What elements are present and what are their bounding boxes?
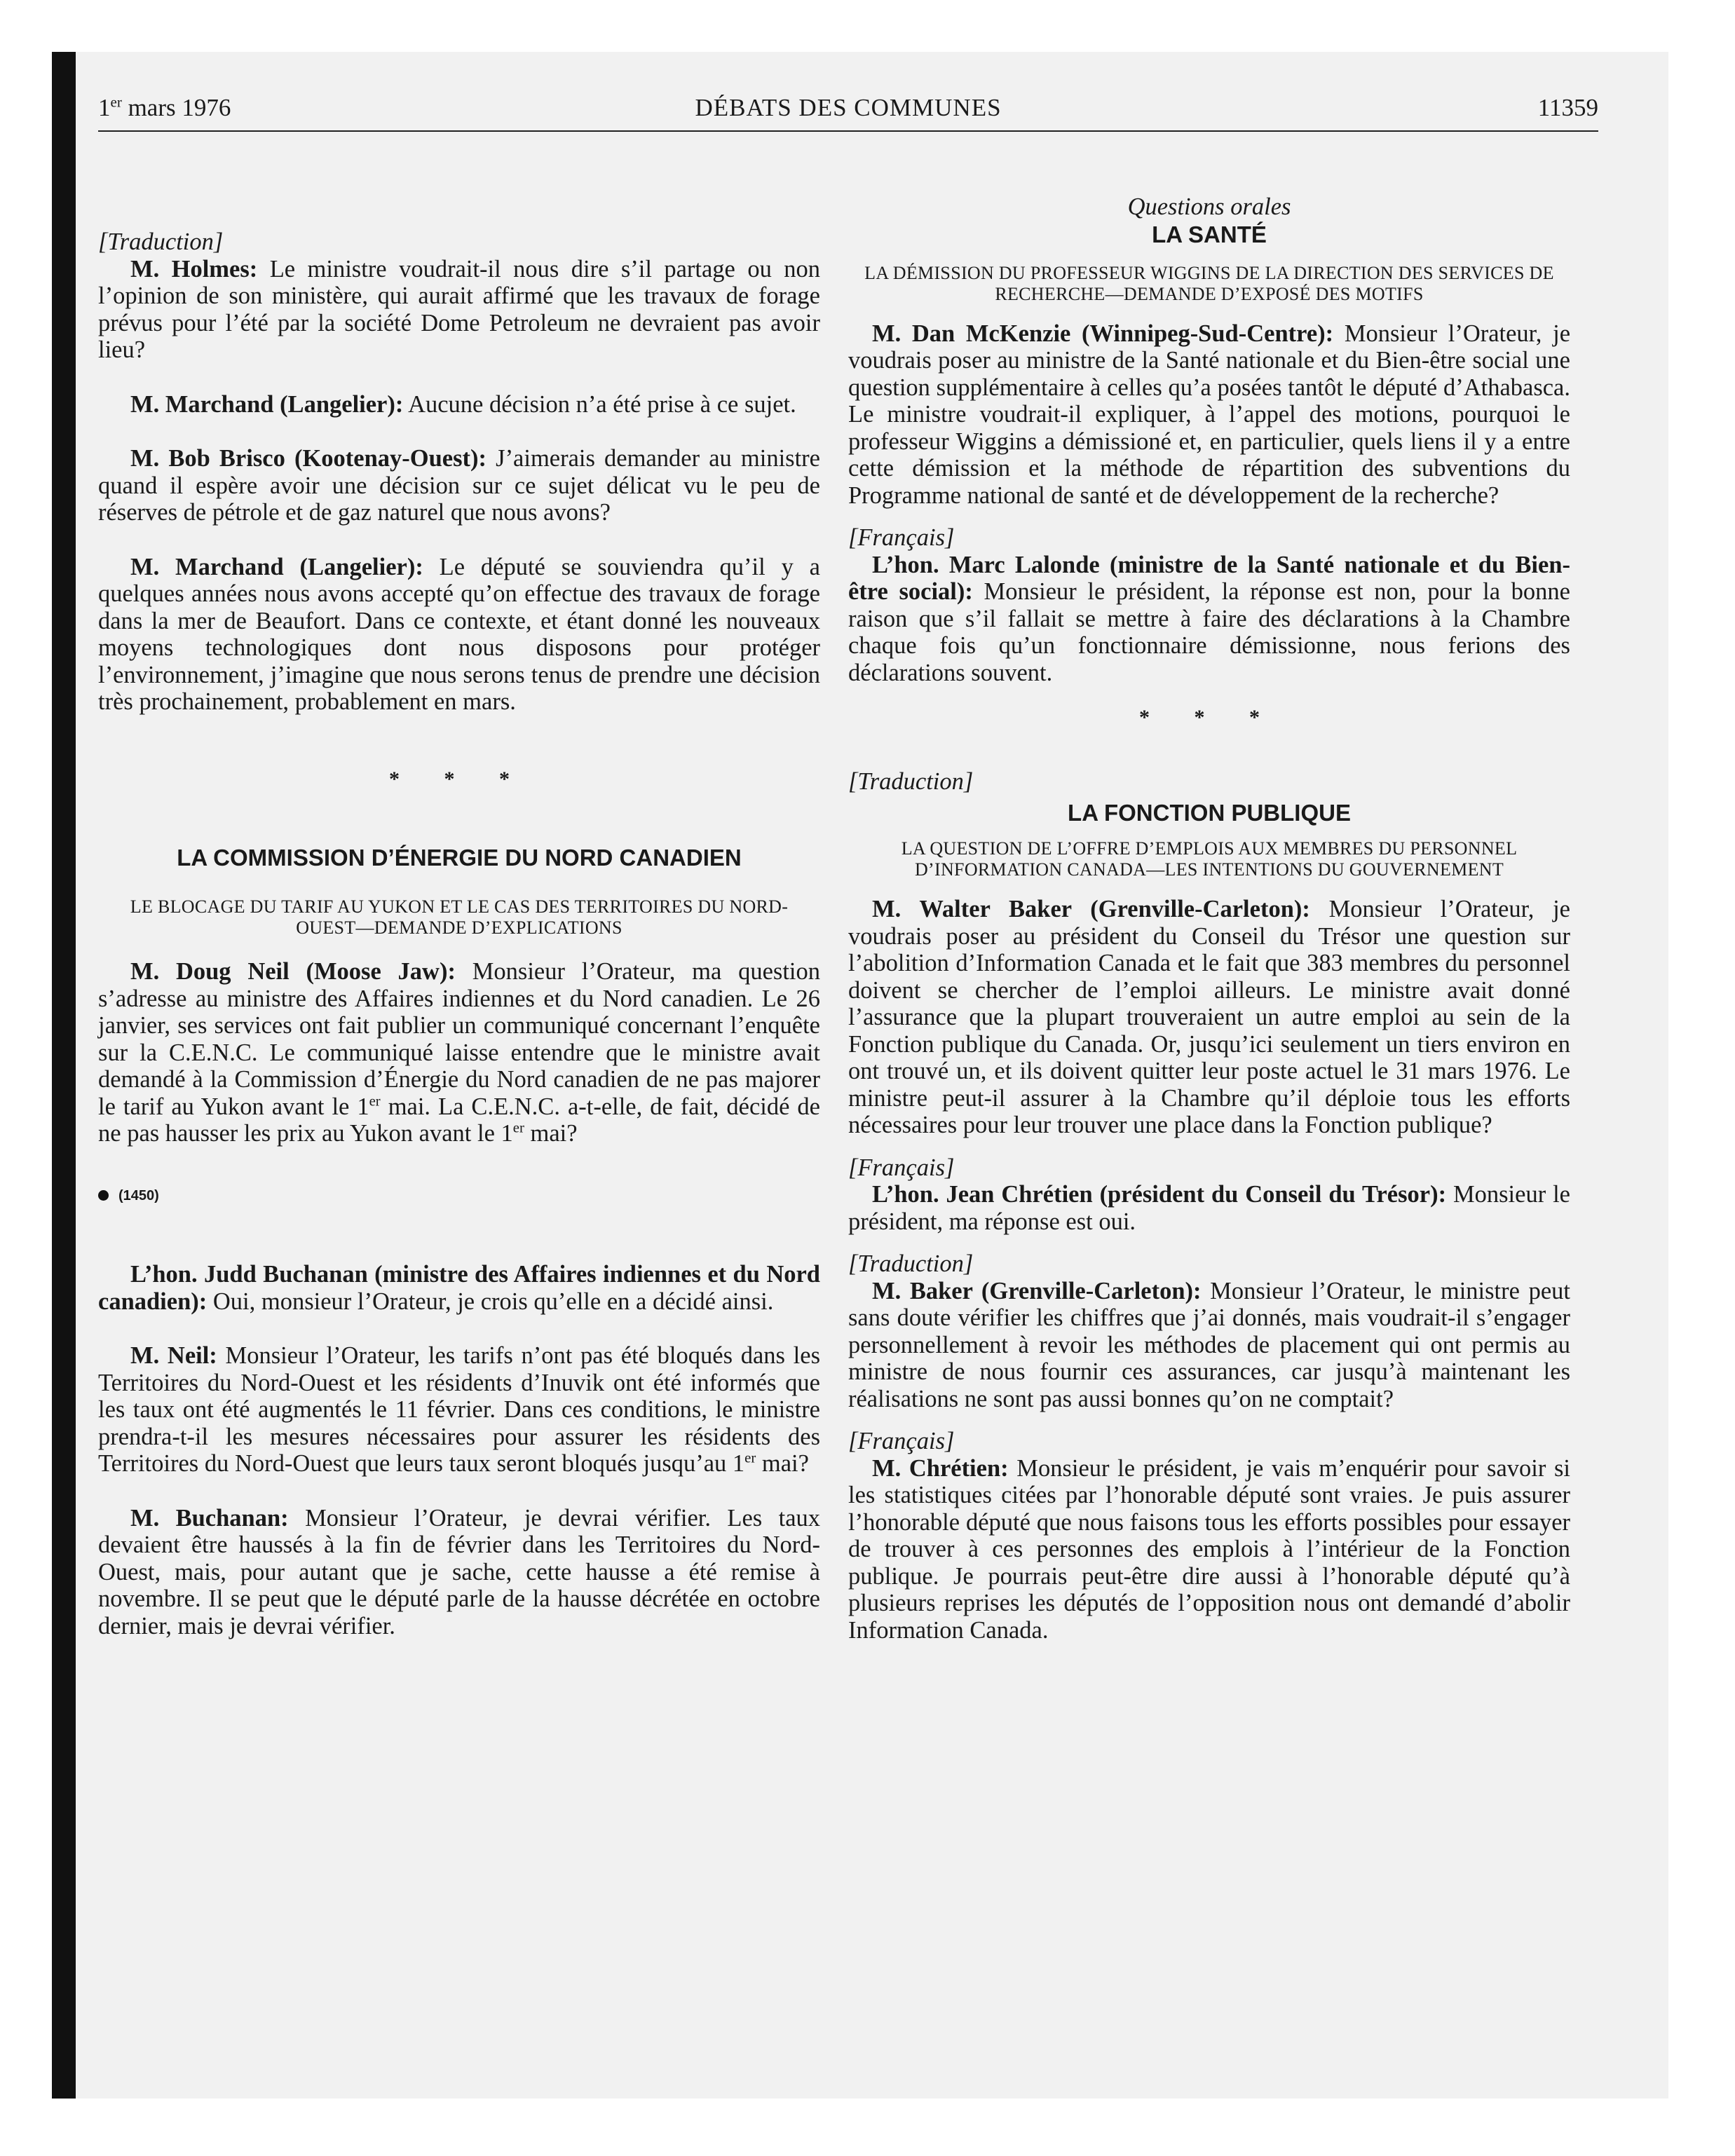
language-tag: [Français] — [848, 1428, 955, 1454]
speaker-name: L’hon. Jean Chrétien (président du Conseil du Trésor): — [872, 1181, 1447, 1208]
section-label: Questions orales — [1127, 193, 1291, 220]
intervention: M. Doug Neil (Moose Jaw): Monsieur l’Orateur, ma question s’adresse au ministre des Affaires indiennes et du Nord canadien. Le 26 janvier, ses services ont fait publier un communiqué concernant l’enquête sur la C.E.N.C. Le communiqué laisse entendre que le ministre avait demandé à la Commission d’Énergie du Nord canadien de ne pas majorer le tarif au Yukon avant le 1er mai. La C.E.N.C. a-t-elle, de fait, décidé de ne pas hausser les prix au Yukon avant le 1er mai? — [98, 958, 820, 1147]
speaker-name: M. Dan McKenzie (Winnipeg-Sud-Centre): — [872, 320, 1334, 347]
intervention: M. Dan McKenzie (Winnipeg-Sud-Centre): Monsieur l’Orateur, je voudrais poser au ministre de la Santé nationale et du Bien-être social une question supplémentaire à celles qu’a posées tantôt le député d’Athabasca. Le ministre voudrait-il expliquer, à l’appel des motions, pourquoi le professeur Wiggins a démissioné et, en particulier, quels liens il y a entre cette démission et la méthode de répartition des subventions du Programme national de santé et de développement de la recherche? — [848, 320, 1571, 509]
intervention: M. Marchand (Langelier): Aucune décision n’a été prise à ce sujet. — [130, 390, 796, 418]
intervention: L’hon. Marc Lalonde (ministre de la Santé nationale et du Bien-être social): Monsieur le président, la réponse est non, pour la bonne raison que s’il fallait se mettre à faire des déclarations à la Chambre chaque fois qu’un fonctionnaire démissionne, nous ferions des déclarations souvent. — [848, 551, 1570, 686]
bullet-icon — [98, 1190, 109, 1201]
intervention: L’hon. Jean Chrétien (président du Conseil du Trésor): Monsieur le président, ma réponse est oui. — [848, 1181, 1570, 1235]
speaker-name: L’hon. Judd Buchanan (ministre des Affaires indiennes et du Nord canadien): — [98, 1261, 820, 1315]
section-heading: LA SANTÉ — [1152, 221, 1267, 247]
section-separator: * * * — [1139, 706, 1279, 729]
intervention: M. Marchand (Langelier): Le député se souviendra qu’il y a quelques années nous avons accepté qu’on effectue des travaux de forage dans la mer de Beaufort. Dans ce contexte, et étant donné les nouveaux moyens technologiques dont nous disposons pour protéger l’environnement, j’imagine que nous serons tenus de prendre une décision très prochainement, probablement en mars. — [98, 553, 820, 715]
binding-edge — [52, 52, 76, 2099]
header-title: DÉBATS DES COMMUNES — [695, 94, 1002, 121]
language-tag: [Traduction] — [98, 228, 224, 255]
speaker-name: M. Marchand (Langelier): — [130, 553, 423, 580]
page-header — [98, 88, 1598, 132]
intervention: M. Chrétien: Monsieur le président, je vais m’enquérir pour savoir si les statistiques citées par l’honorable député sont vraies. Je puis assurer l’honorable député que nous faisons tous les efforts possibles pour essayer de trouver à ces personnes des emplois à l’intérieur de la Fonction publique. Je pourrais peut-être dire aussi à l’honorable député qu’à plusieurs reprises les députés de l’opposition nous ont demandé d’abolir Information Canada. — [848, 1454, 1570, 1644]
speaker-name: M. Marchand (Langelier): — [130, 390, 404, 418]
speaker-name: M. Doug Neil (Moose Jaw): — [130, 958, 456, 985]
language-tag: [Français] — [848, 1154, 955, 1181]
intervention: L’hon. Judd Buchanan (ministre des Affaires indiennes et du Nord canadien): Oui, monsieur l’Orateur, je crois qu’elle en a décidé ainsi. — [98, 1261, 820, 1315]
speaker-name: M. Neil: — [130, 1342, 217, 1369]
speaker-name: M. Buchanan: — [130, 1504, 289, 1531]
intervention: M. Neil: Monsieur l’Orateur, les tarifs n’ont pas été bloqués dans les Territoires du Nord-Ouest et les résidents d’Inuvik ont été informés que les taux ont été augmentés le 11 février. Dans ces conditions, le ministre prendra-t-il les mesures nécessaires pour assurer les résidents des Territoires du Nord-Ouest que leurs taux seront bloqués jusqu’au 1er mai? — [98, 1342, 821, 1477]
section-heading: LA COMMISSION D’ÉNERGIE DU NORD CANADIEN — [177, 845, 742, 871]
section-heading: LA FONCTION PUBLIQUE — [1068, 800, 1351, 826]
section-subheading: LA DÉMISSION DU PROFESSEUR WIGGINS DE LA DIRECTION DES SERVICES DE RECHERCHE—DEMANDE D’EXPOSÉ DES MOTIFS — [864, 262, 1554, 304]
speaker-name: L’hon. Marc Lalonde (ministre de la Santé nationale et du Bien-être social): — [848, 551, 1570, 605]
speaker-name: M. Baker (Grenville-Carleton): — [872, 1277, 1202, 1304]
header-page-number: 11359 — [1537, 94, 1598, 121]
speaker-name: M. Bob Brisco (Kootenay-Ouest): — [130, 445, 487, 472]
intervention: M. Baker (Grenville-Carleton): Monsieur l’Orateur, le ministre peut sans doute vérifier les chiffres que j’ai donnés, mais voudrait-il s’engager personnellement à revoir les méthodes de placement qui ont permis au ministre de nous fournir ces assurances, car jusqu’à maintenant les réalisations ne sont pas aussi bonnes qu’on ne comptait? — [848, 1277, 1570, 1412]
section-subheading: LE BLOCAGE DU TARIF AU YUKON ET LE CAS DES TERRITOIRES DU NORD-OUEST—DEMANDE D’EXPLICATIONS — [130, 896, 789, 938]
time-marker: (1450) — [98, 1182, 820, 1210]
speaker-name: M. Chrétien: — [872, 1454, 1009, 1482]
intervention: M. Buchanan: Monsieur l’Orateur, je devrai vérifier. Les taux devaient être haussés à la fin de février dans les Territoires du Nord-Ouest, mais, pour autant que je sache, cette hausse a été remise à novembre. Il se peut que le député parle de la hausse décrétée en octobre dernier, mais je devrai vérifier. — [98, 1504, 821, 1639]
left-column — [98, 140, 820, 1639]
intervention: M. Walter Baker (Grenville-Carleton): Monsieur l’Orateur, je voudrais poser au président du Conseil du Trésor une question sur l’abolition d’Information Canada et le fait que 383 membres du personnel doivent se chercher de l’emploi ailleurs. Le ministre avait donné l’assurance que la plupart trouveraient un autre emploi au sein de la Fonction publique du Canada. Or, jusqu’ici seulement un tiers environ en ont trouvé un, et ils doivent quitter leur poste actuel le 31 mars 1976. Le ministre peut-il assurer à la Chambre qu’il déploie tous les efforts nécessaires pour leur trouver une place dans la Fonction publique? — [848, 896, 1570, 1138]
header-date: 1er mars 1976 — [98, 93, 231, 121]
section-subheading: LA QUESTION DE L’OFFRE D’EMPLOIS AUX MEMBRES DU PERSONNEL D’INFORMATION CANADA—LES INTENTIONS DU GOUVERNEMENT — [901, 838, 1518, 880]
language-tag: [Français] — [848, 524, 955, 551]
intervention: M. Holmes: Le ministre voudrait-il nous dire s’il partage ou non l’opinion de son ministère, qui aurait affirmé que les travaux de forage prévus pour l’été par la société Dome Petroleum ne devraient pas avoir lieu? — [98, 255, 821, 363]
right-column — [848, 140, 1570, 1644]
speaker-name: M. Holmes: — [130, 255, 258, 282]
intervention: M. Bob Brisco (Kootenay-Ouest): J’aimerais demander au ministre quand il espère avoir une décision sur ce sujet délicat vu le peu de réserves de pétrole et de gaz naturel que nous avons? — [98, 445, 820, 526]
section-separator: * * * — [389, 767, 529, 791]
language-tag: [Traduction] — [848, 767, 974, 795]
speaker-name: M. Walter Baker (Grenville-Carleton): — [872, 896, 1310, 922]
language-tag: [Traduction] — [848, 1250, 974, 1277]
